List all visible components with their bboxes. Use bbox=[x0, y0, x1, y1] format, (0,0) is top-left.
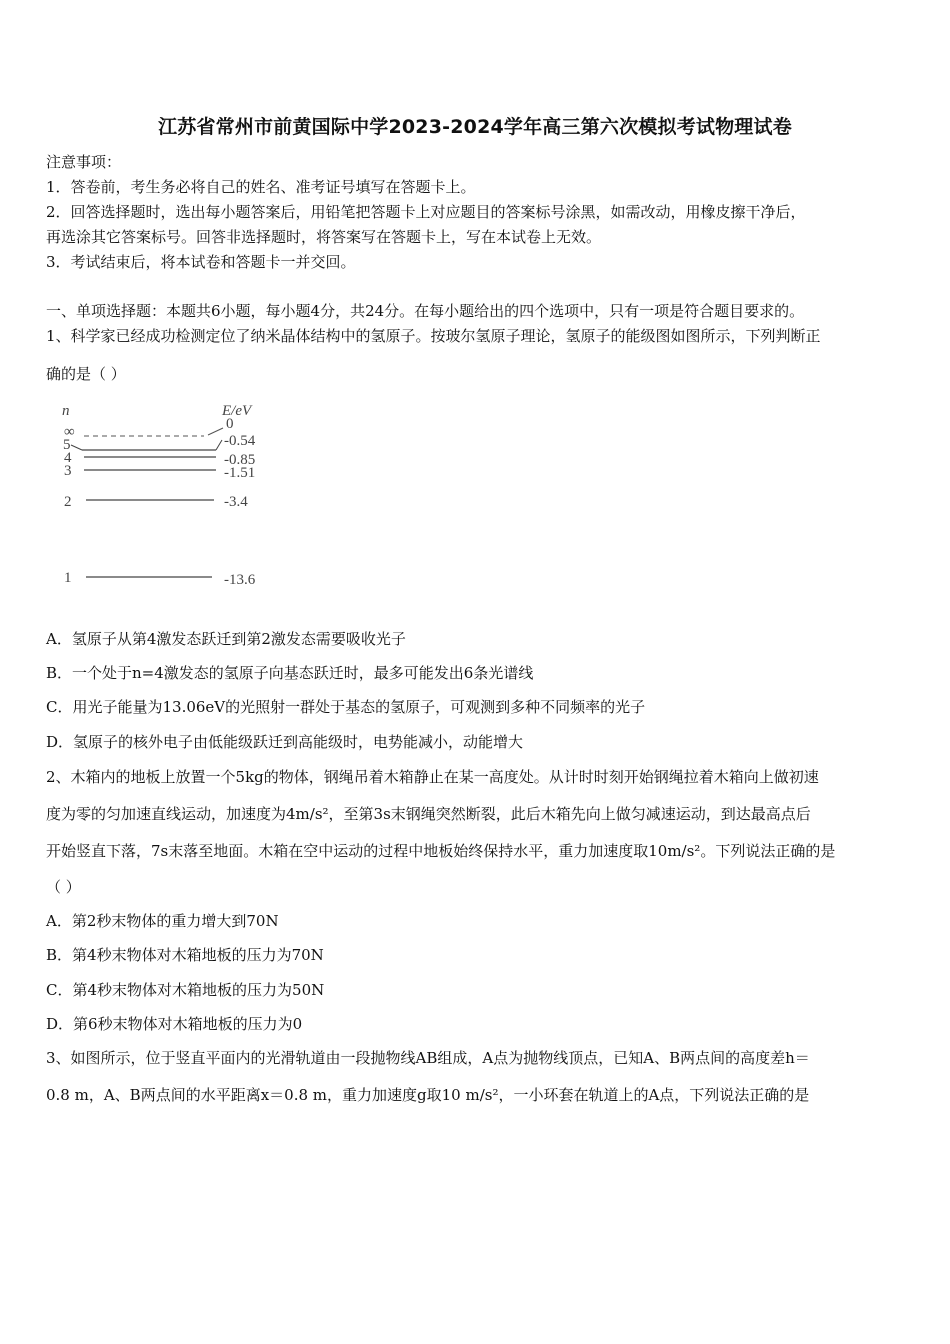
level-e-4: -0.85 bbox=[224, 452, 256, 468]
pointer-line bbox=[208, 428, 223, 435]
level-n-4: 4 bbox=[64, 450, 72, 466]
level-e-5: -0.54 bbox=[224, 433, 256, 449]
exam-title: 江苏省常州市前黄国际中学2023-2024学年高三第六次模拟考试物理试卷 bbox=[158, 116, 792, 138]
q3-stem-line: 3、如图所示，位于竖直平面内的光滑轨道由一段抛物线AB组成，A点为抛物线顶点，已知A、B两点间的高度差h＝ bbox=[46, 1049, 810, 1067]
connector-5 bbox=[71, 445, 82, 450]
notice-item: 2．回答选择题时，选出每小题答案后，用铅笔把答题卡上对应题目的答案标号涂黑，如需改动，用橡皮擦干净后， bbox=[46, 203, 806, 221]
energy-level-diagram bbox=[56, 398, 286, 598]
level-e-3: -1.51 bbox=[224, 465, 256, 481]
notice-item: 再选涂其它答案标号。回答非选择题时，将答案写在答题卡上，写在本试卷上无效。 bbox=[46, 228, 602, 246]
q1-option-c: C．用光子能量为13.06eV的光照射一群处于基态的氢原子，可观测到多种不同频率的光子 bbox=[46, 698, 646, 716]
level-n-1: 1 bbox=[64, 570, 72, 586]
q2-option-a: A．第2秒末物体的重力增大到70N bbox=[46, 912, 279, 930]
notice-heading: 注意事项： bbox=[46, 153, 122, 171]
level-e-inf: 0 bbox=[226, 416, 234, 432]
q1-stem-line: 确的是（ ） bbox=[46, 365, 126, 383]
q1-stem-line: 1、科学家已经成功检测定位了纳米晶体结构中的氢原子。按玻尔氢原子理论，氢原子的能级图如图所示，下列判断正 bbox=[46, 327, 821, 345]
level-e-2: -3.4 bbox=[224, 494, 248, 510]
n-axis-label: n bbox=[62, 403, 70, 419]
q2-stem-line: 开始竖直下落，7s末落至地面。木箱在空中运动的过程中地板始终保持水平，重力加速度取10m/s²。下列说法正确的是 bbox=[46, 842, 836, 860]
q1-option-a: A．氢原子从第4激发态跃迁到第2激发态需要吸收光子 bbox=[46, 630, 406, 648]
q2-option-b: B．第4秒末物体对木箱地板的压力为70N bbox=[46, 946, 324, 964]
energy-axis-label: E/eV bbox=[222, 403, 252, 419]
level-n-2: 2 bbox=[64, 494, 72, 510]
q3-stem-line: 0.8 m，A、B两点间的水平距离x＝0.8 m，重力加速度g取10 m/s²，一小环套在轨道上的A点，下列说法正确的是 bbox=[46, 1086, 810, 1104]
level-n-inf: ∞ bbox=[64, 424, 75, 440]
notice-item: 3．考试结束后，将本试卷和答题卡一并交回。 bbox=[46, 253, 356, 271]
q2-option-d: D．第6秒末物体对木箱地板的压力为0 bbox=[46, 1015, 303, 1033]
q2-stem-line: （ ） bbox=[46, 878, 81, 896]
level-e-1: -13.6 bbox=[224, 572, 256, 588]
section-heading: 一、单项选择题：本题共6小题，每小题4分，共24分。在每小题给出的四个选项中，只有一项是符合题目要求的。 bbox=[46, 302, 805, 320]
level-n-3: 3 bbox=[64, 463, 72, 479]
q2-option-c: C．第4秒末物体对木箱地板的压力为50N bbox=[46, 981, 325, 999]
q2-stem-line: 度为零的匀加速直线运动，加速度为4m/s²，至第3s末钢绳突然断裂，此后木箱先向上做匀减速运动，到达最高点后 bbox=[46, 805, 811, 823]
q1-option-b: B．一个处于n=4激发态的氢原子向基态跃迁时，最多可能发出6条光谱线 bbox=[46, 664, 534, 682]
q1-option-d: D．氢原子的核外电子由低能级跃迁到高能级时，电势能减小，动能增大 bbox=[46, 733, 524, 751]
q2-stem-line: 2、木箱内的地板上放置一个5kg的物体，钢绳吊着木箱静止在某一高度处。从计时时刻开始钢绳拉着木箱向上做初速 bbox=[46, 768, 819, 786]
notice-item: 1．答卷前，考生务必将自己的姓名、准考证号填写在答题卡上。 bbox=[46, 178, 476, 196]
level-n-5: 5 bbox=[63, 437, 71, 453]
connector-5b bbox=[216, 440, 222, 450]
